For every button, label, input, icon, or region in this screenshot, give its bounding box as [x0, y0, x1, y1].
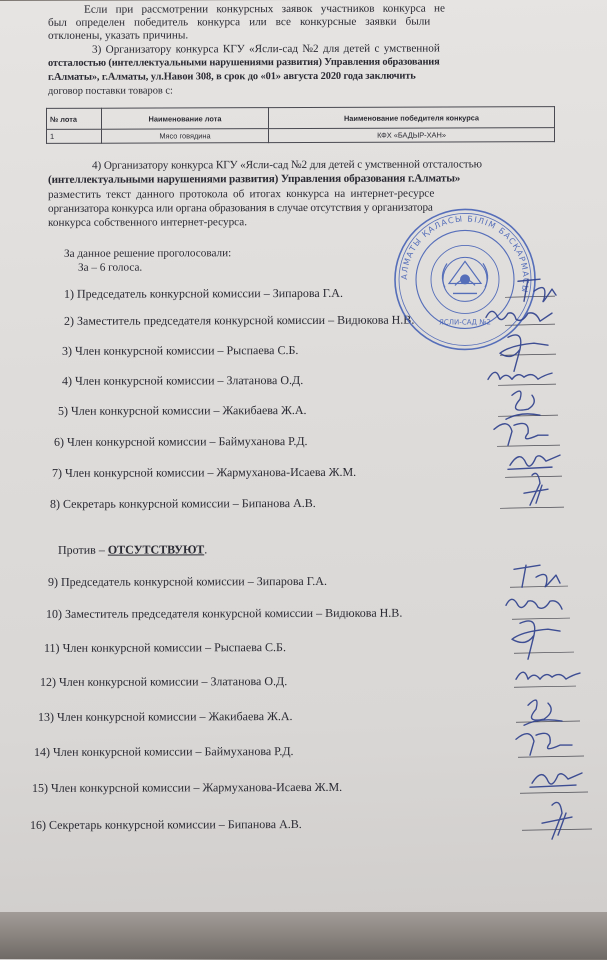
member-line: 3) Член конкурсной комиссии – Рыспаева С.Б. [62, 343, 299, 358]
col-lot-name: Наименование лота [102, 108, 269, 130]
signature-icon [524, 700, 562, 725]
member-line: 11) Член конкурсной комиссии – Рыспаева С.Б. [44, 640, 286, 655]
signature-icon [530, 773, 582, 787]
clause-3-line: договор поставки товаров с: [48, 85, 173, 97]
clause-4-line: 4) Организатору конкурса КГУ «Ясли-сад №2 для детей с умственной отсталостью [92, 158, 482, 172]
member-line: 5) Член конкурсной комиссии – Жакибаева Ж.А. [58, 402, 307, 418]
col-lot-number: № лота [47, 108, 102, 129]
clause-4-line: (интеллектуальными нарушениями развития) Управления образования г.Алматы» [48, 172, 461, 186]
signature-icon [500, 335, 548, 371]
member-line: 2) Заместитель председателя конкурсной комиссии – Видюкова Н.В. [64, 312, 415, 328]
cell-lot-name: Мясо говядина [102, 129, 269, 144]
cell-lot-number: 1 [47, 129, 102, 143]
clause-4-line: разместить текст данного протокола об итогах конкурса на интернет-ресурсе [48, 187, 435, 201]
col-winner: Наименование победителя конкурса [269, 107, 555, 129]
member-line: 6) Член конкурсной комиссии – Баймуханова Р.Д. [54, 433, 308, 449]
against-value: ОТСУТСТВУЮТ [107, 542, 205, 557]
member-line: 7) Член конкурсной комиссии – Жармуханова-Исаева Ж.М. [52, 464, 357, 480]
member-line: 14) Член конкурсной комиссии – Баймуханова Р.Д. [34, 744, 294, 759]
signature-icon [524, 473, 548, 505]
cell-winner: КФХ «БАДЫР-ХАН» [269, 128, 555, 143]
member-line: 9) Председатель конкурсной комиссии – Зипарова Г.А. [48, 573, 327, 589]
signature-icon [514, 565, 560, 587]
member-line: 10) Заместитель председателя конкурсной комиссии – Видюкова Н.В. [46, 605, 403, 621]
clause-3-line: отсталостью (интеллектуальными нарушениями развития) Управления образования [48, 56, 440, 69]
member-line: 13) Член конкурсной комиссии – Жакибаева Ж.А. [38, 709, 293, 724]
signature-icon [518, 279, 556, 302]
signature-icon [516, 733, 572, 755]
clause-4-line: конкурса собственного интернет-ресурса. [48, 216, 248, 229]
signature-icon [512, 621, 560, 659]
vote-heading: За данное решение проголосовали: [64, 247, 232, 260]
signature-icon [486, 311, 552, 321]
intro-line: был определен победитель конкурса или все конкурсные заявки были [48, 15, 431, 29]
signature-icon [488, 372, 552, 379]
svg-text:ЯСЛИ-САД №2: ЯСЛИ-САД №2 [439, 318, 491, 327]
svg-text:АЛМАТЫ ҚАЛАСЫ БІЛІМ БАСҚАРМАСЫ: АЛМАТЫ ҚАЛАСЫ БІЛІМ БАСҚАРМАСЫ [399, 214, 531, 295]
member-line: 1) Председатель конкурсной комиссии – Зипарова Г.А. [64, 285, 343, 301]
intro-line: отклонены, указать причины. [48, 29, 189, 42]
clause-3-line: 3) Организатору конкурса КГУ «Ясли-сад №2 для детей с умственной [92, 42, 440, 56]
intro-line: Если при рассмотрении конкурсных заявок участников конкурса не [84, 2, 446, 16]
signature-icon [542, 802, 572, 839]
member-line: 4) Член конкурсной комиссии – Златанова О.Д. [62, 373, 304, 388]
member-line: 12) Член конкурсной комиссии – Златанова О.Д. [40, 674, 288, 689]
signature-icon [506, 391, 540, 419]
page-edge-shadow [0, 912, 607, 959]
signature-icon [508, 455, 560, 469]
vote-against: Против – ОТСУТСТВУЮТ. [58, 542, 208, 557]
signature-icon [494, 423, 548, 445]
member-line: 16) Секретарь конкурсной комиссии – Бипанова А.В. [30, 817, 302, 832]
signature-icon [516, 672, 580, 679]
member-line: 15) Член конкурсной комиссии – Жармуханова-Исаева Ж.М. [32, 779, 343, 795]
clause-3-line: г.Алматы», г.Алматы, ул.Навои 308, в срок до «01» августа 2020 года заключить [48, 70, 416, 83]
vote-for-count: За – 6 голоса. [78, 261, 143, 274]
signature-icon [506, 599, 562, 609]
member-line: 8) Секретарь конкурсной комиссии – Бипанова А.В. [50, 495, 316, 511]
clause-4-line: организатора конкурса или органа образования в случае отсутствия у организатора [48, 201, 433, 215]
